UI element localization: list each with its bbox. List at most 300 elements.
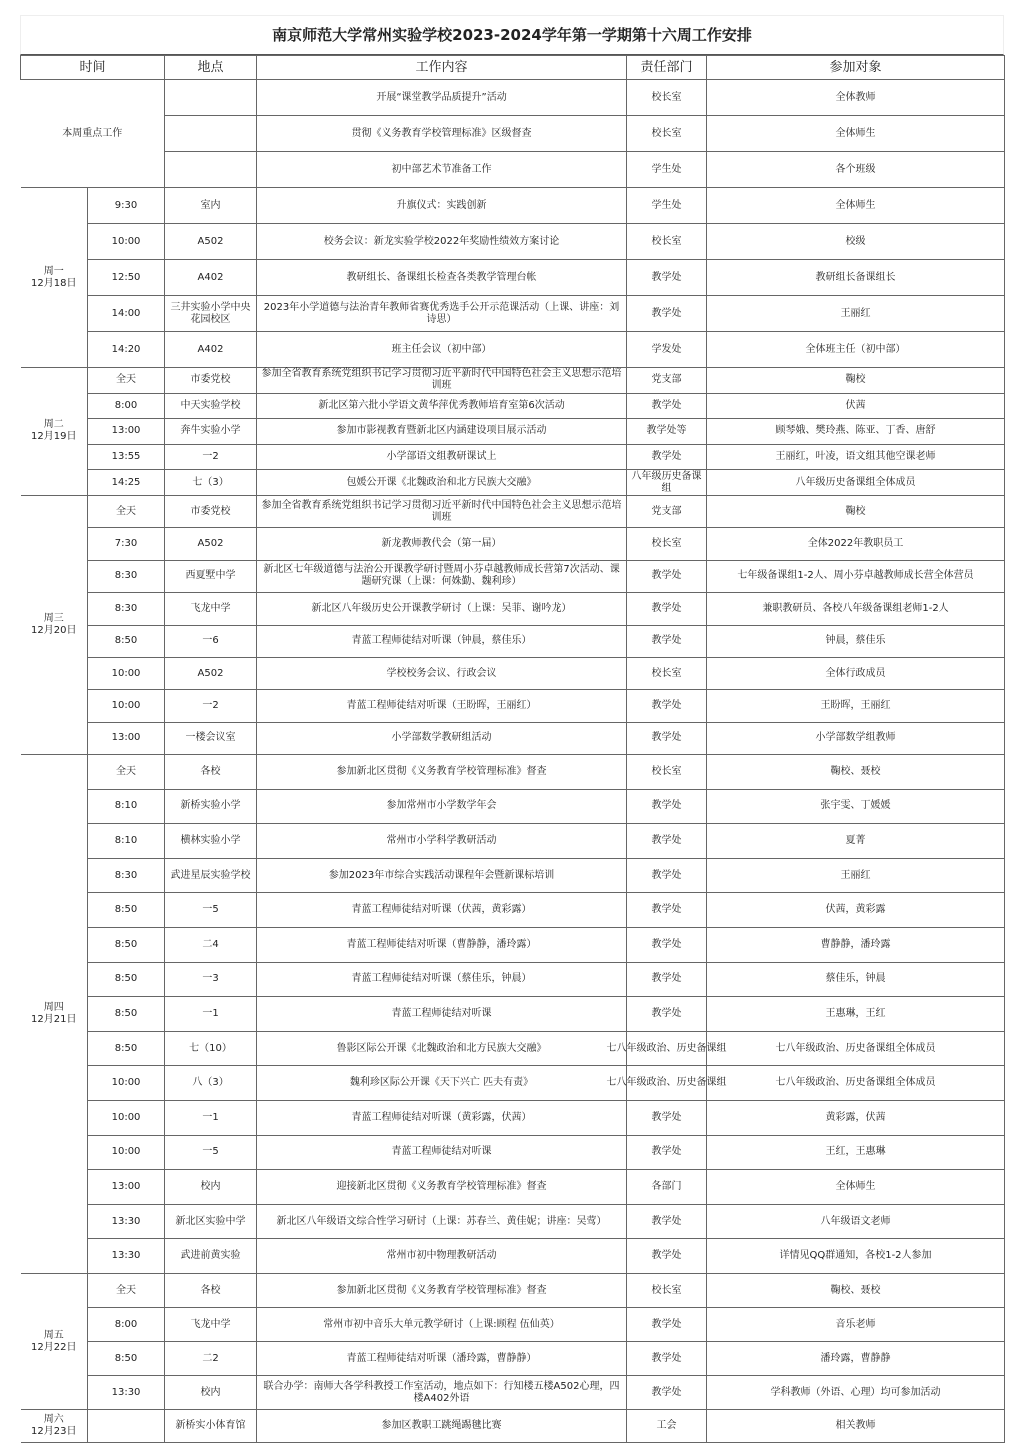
- cell-attendees: [707, 1410, 1005, 1443]
- day-name: 周四: [43, 1002, 64, 1014]
- cell-place-text: 一1: [202, 1111, 219, 1123]
- cell-time: [88, 188, 165, 224]
- cell-time: [88, 260, 165, 296]
- cell-content: [257, 997, 627, 1032]
- cell-dept-text: 教学处: [651, 635, 682, 647]
- cell-content: [257, 332, 627, 368]
- cell-time: [88, 997, 165, 1032]
- cell-time-text: 8:50: [114, 1042, 138, 1054]
- day-cell: [21, 1410, 88, 1443]
- cell-attendees: [707, 470, 1005, 496]
- cell-time: [88, 1274, 165, 1308]
- cell-time: [88, 296, 165, 332]
- cell-place-text: 新北区实验中学: [175, 1215, 246, 1227]
- schedule-table: [20, 55, 1005, 1443]
- cell-time: [88, 528, 165, 560]
- cell-attendees: [707, 824, 1005, 859]
- cell-dept-text: 党支部: [651, 505, 682, 517]
- cell-content-text: 常州市初中物理教研活动: [386, 1250, 497, 1262]
- cell-attendees-text: 各个班级: [835, 163, 876, 175]
- cell-attendees-text: 学科教师（外语、心理）均可参加活动: [770, 1386, 941, 1398]
- cell-attendees-text: 王丽红: [840, 869, 871, 881]
- cell-content: [257, 1308, 627, 1342]
- cell-dept-text: 教学处: [651, 835, 682, 847]
- cell-time: [88, 962, 165, 997]
- cell-content-text: 魏利珍区际公开课《天下兴亡 匹夫有责》: [349, 1077, 534, 1089]
- cell-attendees: [707, 755, 1005, 790]
- cell-content-text: 青蓝工程师徒结对听课（曹静静，潘玲露）: [346, 938, 537, 950]
- cell-content-text: 鲁影区际公开课《北魏政治和北方民族大交融》: [336, 1042, 547, 1054]
- cell-dept: [627, 858, 707, 893]
- cell-attendees-text: 王丽红，叶凌，语文组其他空课老师: [775, 451, 936, 463]
- cell-content-text: 常州市小学科学教研活动: [386, 835, 497, 847]
- cell-content: [257, 1274, 627, 1308]
- cell-place: [165, 224, 257, 260]
- cell-attendees: [707, 1376, 1005, 1410]
- cell-place: [165, 824, 257, 859]
- cell-dept-text: 教学处: [651, 399, 682, 411]
- cell-place: [165, 1308, 257, 1342]
- cell-content-text: 班主任会议（初中部）: [391, 343, 492, 355]
- cell-attendees-text: 顾琴娥、樊玲燕、陈亚、丁香、唐舒: [775, 425, 936, 437]
- cell-attendees-text: 全体师生: [835, 127, 876, 139]
- cell-content-text: 新北区七年级道德与法治公开课教学研讨暨周小芬卓越教师成长营第7次活动、课题研究课（上课：何姝勤、魏利珍）: [263, 564, 620, 588]
- cell-time-text: 14:20: [111, 343, 141, 355]
- cell-place: [165, 1204, 257, 1239]
- table-row: [21, 368, 1005, 394]
- cell-dept: [627, 928, 707, 963]
- cell-place-text: 一1: [202, 1008, 219, 1020]
- cell-time-text: 8:50: [114, 973, 138, 985]
- cell-content: [257, 962, 627, 997]
- cell-time: [88, 722, 165, 754]
- cell-content: [257, 1135, 627, 1170]
- cell-content-text: 迎接新北区贯彻《义务教育学校管理标准》督查: [336, 1181, 547, 1193]
- schedule-document: [20, 15, 1004, 1443]
- key-work-label: [21, 80, 165, 188]
- cell-dept-text: 校长室: [651, 127, 682, 139]
- cell-dept-text: 校长室: [651, 538, 682, 550]
- cell-attendees-text: 潘玲露，曹静静: [820, 1352, 891, 1364]
- cell-content-text: 常州市初中音乐大单元教学研讨（上课:顾程 伍仙英）: [323, 1318, 560, 1330]
- cell-place: [165, 470, 257, 496]
- cell-content: [257, 690, 627, 722]
- cell-attendees: [707, 625, 1005, 657]
- cell-content-text: 新龙教师教代会（第一届）: [381, 538, 502, 550]
- cell-dept-text: 教学处: [651, 1111, 682, 1123]
- cell-attendees-text: 蔡佳乐，钟晨: [825, 973, 886, 985]
- cell-time: [88, 928, 165, 963]
- cell-content-text: 校务会议：新龙实验学校2022年奖励性绩效方案讨论: [323, 235, 560, 247]
- cell-dept-text: 教学处: [651, 1215, 682, 1227]
- cell-place: [165, 789, 257, 824]
- cell-time: [88, 332, 165, 368]
- cell-content-text: 参加市影视教育暨新北区内涵建设项目展示活动: [336, 425, 547, 437]
- cell-dept-text: 教学处: [651, 800, 682, 812]
- cell-place-text: 中天实验学校: [180, 399, 241, 411]
- cell-attendees-text: 全体师生: [835, 199, 876, 211]
- cell-time: [88, 1031, 165, 1066]
- table-row: [21, 260, 1005, 296]
- cell-attendees: [707, 152, 1005, 188]
- cell-time-text: 全天: [116, 505, 136, 517]
- cell-time: [88, 1170, 165, 1205]
- cell-content: [257, 755, 627, 790]
- cell-time-text: 13:30: [111, 1250, 141, 1262]
- cell-attendees-text: 全体教师: [835, 91, 876, 103]
- cell-content: [257, 928, 627, 963]
- cell-time: [88, 858, 165, 893]
- day-name: 周六: [43, 1414, 64, 1425]
- header-attendees: 参加对象: [707, 56, 1005, 80]
- day-cell: [21, 368, 88, 496]
- cell-attendees: [707, 1170, 1005, 1205]
- table-row: [21, 1274, 1005, 1308]
- cell-time-text: 13:00: [111, 732, 141, 744]
- day-cell: [21, 188, 88, 368]
- cell-content: [257, 188, 627, 224]
- cell-attendees: [707, 528, 1005, 560]
- cell-content: [257, 1410, 627, 1443]
- cell-attendees: [707, 1308, 1005, 1342]
- cell-attendees-text: 全体行政成员: [825, 667, 886, 679]
- cell-attendees-text: 王红，王惠琳: [825, 1146, 886, 1158]
- table-row: [21, 188, 1005, 224]
- cell-place-text: A402: [197, 343, 224, 355]
- table-row: [21, 296, 1005, 332]
- day-date: 12月23日: [31, 1426, 77, 1437]
- cell-content: [257, 368, 627, 394]
- cell-time-text: 14:25: [111, 476, 141, 488]
- cell-dept: [627, 1410, 707, 1443]
- cell-place-text: 校内: [200, 1181, 221, 1193]
- cell-time: [88, 690, 165, 722]
- cell-place-text: 三井实验小学中央花园校区: [170, 301, 251, 325]
- cell-place-text: 西夏墅中学: [185, 570, 236, 582]
- cell-attendees: [707, 1342, 1005, 1376]
- cell-place: [165, 593, 257, 625]
- cell-time: [88, 1342, 165, 1376]
- cell-dept: [627, 224, 707, 260]
- cell-place: [165, 495, 257, 527]
- cell-content-text: 青蓝工程师徒结对听课（潘玲露，曹静静）: [346, 1352, 537, 1364]
- cell-content: [257, 1376, 627, 1410]
- cell-attendees-text: 曹静静，潘玲露: [820, 938, 891, 950]
- cell-dept: [627, 188, 707, 224]
- cell-time-text: 10:00: [111, 700, 141, 711]
- cell-time-text: 14:00: [111, 307, 141, 319]
- cell-attendees-text: 八年级语文老师: [820, 1215, 891, 1227]
- cell-place: [165, 1376, 257, 1410]
- cell-content-text: 新北区第六批小学语文黄华萍优秀教师培育室第6次活动: [318, 399, 565, 411]
- cell-place: [165, 625, 257, 657]
- cell-content-text: 开展“课堂教学品质提升”活动: [376, 91, 507, 103]
- table-row: [21, 858, 1005, 893]
- cell-attendees: [707, 560, 1005, 592]
- cell-content: [257, 260, 627, 296]
- cell-time-text: 8:50: [114, 1008, 138, 1020]
- cell-content-text: 新北区八年级历史公开课教学研讨（上课：吴菲、谢吟龙）: [311, 602, 572, 614]
- cell-attendees-text: 兼职教研员、各校八年级备课组老师1-2人: [762, 602, 949, 614]
- cell-time-text: 10:00: [111, 1146, 141, 1158]
- cell-place-text: 一5: [202, 904, 219, 916]
- cell-place: [165, 1031, 257, 1066]
- cell-content: [257, 789, 627, 824]
- cell-content: [257, 593, 627, 625]
- cell-attendees-text: 伏茜，黄彩露: [825, 904, 886, 916]
- cell-dept: [627, 419, 707, 445]
- key-work-row: [21, 152, 1005, 188]
- table-row: [21, 722, 1005, 754]
- cell-content: [257, 296, 627, 332]
- cell-content-text: 初中部艺术节准备工作: [391, 163, 492, 175]
- cell-dept: [627, 690, 707, 722]
- cell-time: [88, 419, 165, 445]
- cell-place-text: 八（3）: [192, 1077, 229, 1089]
- table-row: [21, 470, 1005, 496]
- cell-content-text: 升旗仪式：实践创新: [396, 199, 487, 211]
- cell-content: [257, 224, 627, 260]
- table-row: [21, 419, 1005, 445]
- cell-place: [165, 1101, 257, 1136]
- cell-dept-text: 教学处: [651, 869, 682, 881]
- cell-time: [88, 368, 165, 394]
- cell-place-text: 市委党校: [190, 374, 231, 386]
- cell-attendees: [707, 997, 1005, 1032]
- cell-content-text: 参加常州市小学数学年会: [386, 800, 497, 812]
- cell-content-text: 青蓝工程师徒结对听课（钟晨，蔡佳乐）: [351, 635, 532, 647]
- table-row: [21, 444, 1005, 470]
- cell-dept: [627, 1342, 707, 1376]
- cell-dept-text: 教学处等: [646, 425, 687, 437]
- table-row: [21, 560, 1005, 592]
- cell-attendees: [707, 1274, 1005, 1308]
- cell-place: [165, 393, 257, 419]
- cell-dept-text: 教学处: [651, 1250, 682, 1262]
- cell-place-text: 二4: [202, 938, 219, 950]
- cell-dept: [627, 789, 707, 824]
- cell-dept-text: 教学处: [651, 1008, 682, 1020]
- cell-place: [165, 997, 257, 1032]
- cell-time: [88, 657, 165, 689]
- cell-place: [165, 690, 257, 722]
- cell-attendees: [707, 962, 1005, 997]
- cell-dept-text: 教学处: [651, 938, 682, 950]
- day-date: 12月18日: [31, 277, 77, 289]
- table-row: [21, 1342, 1005, 1376]
- cell-content-text: 新北区八年级语文综合性学习研讨（上课：苏春兰、黄佳妮；讲座：吴莺）: [276, 1215, 607, 1227]
- cell-dept-text: 校长室: [651, 1284, 682, 1296]
- day-date: 12月21日: [31, 1014, 77, 1026]
- cell-dept-text: 教学处: [651, 973, 682, 985]
- cell-content-text: 参加2023年市综合实践活动课程年会暨新课标培训: [328, 869, 555, 881]
- cell-time: [88, 593, 165, 625]
- cell-place-text: 二2: [202, 1352, 219, 1364]
- cell-time-text: 8:50: [114, 904, 138, 916]
- cell-dept-text: 校长室: [651, 765, 682, 777]
- cell-attendees-text: 七年级备课组1-2人、周小芬卓越教师成长营全体营员: [737, 570, 974, 582]
- cell-content: [257, 893, 627, 928]
- cell-place-text: 武进前黄实验: [180, 1250, 241, 1262]
- cell-attendees-text: 全体师生: [835, 1181, 876, 1193]
- cell-dept: [627, 1308, 707, 1342]
- day-cell: [21, 495, 88, 754]
- key-work-label-text: 本周重点工作: [62, 127, 123, 139]
- cell-content: [257, 1170, 627, 1205]
- cell-content: [257, 80, 627, 116]
- cell-place-text: 市委党校: [190, 505, 231, 517]
- cell-time-text: 8:30: [114, 869, 138, 881]
- cell-dept: [627, 152, 707, 188]
- cell-place-text: 飞龙中学: [190, 1318, 231, 1330]
- cell-dept: [627, 657, 707, 689]
- cell-content: [257, 495, 627, 527]
- cell-time: [88, 1066, 165, 1101]
- header-place: 地点: [165, 56, 257, 80]
- cell-time: [88, 755, 165, 790]
- cell-attendees-text: 夏菁: [845, 835, 866, 847]
- cell-dept: [627, 893, 707, 928]
- cell-attendees: [707, 260, 1005, 296]
- table-row: [21, 657, 1005, 689]
- cell-time: [88, 560, 165, 592]
- cell-attendees-text: 鞠校、聂校: [830, 765, 881, 777]
- cell-dept-text: 八年级历史备课组: [631, 470, 702, 494]
- cell-attendees: [707, 657, 1005, 689]
- day-date: 12月20日: [31, 625, 77, 637]
- cell-place-text: 一2: [202, 451, 219, 463]
- cell-content: [257, 1031, 627, 1066]
- cell-time-text: 7:30: [114, 538, 138, 550]
- cell-dept: [627, 1101, 707, 1136]
- cell-content: [257, 419, 627, 445]
- cell-place-text: A502: [197, 667, 224, 679]
- cell-content-text: 小学部语文组教研课试上: [386, 451, 497, 463]
- cell-time: [88, 1410, 165, 1443]
- cell-time: [88, 444, 165, 470]
- cell-place: [165, 858, 257, 893]
- cell-dept: [627, 332, 707, 368]
- cell-attendees: [707, 1101, 1005, 1136]
- cell-time-text: 8:50: [114, 938, 138, 950]
- cell-dept-text: 校长室: [651, 667, 682, 679]
- table-row: [21, 789, 1005, 824]
- cell-attendees-text: 钟晨，蔡佳乐: [825, 635, 886, 647]
- cell-time: [88, 1308, 165, 1342]
- cell-attendees-text: 校级: [845, 235, 866, 247]
- cell-attendees-text: 七八年级政治、历史备课组全体成员: [775, 1077, 936, 1089]
- cell-place: [165, 444, 257, 470]
- cell-place-text: 七（10）: [189, 1042, 232, 1054]
- cell-attendees: [707, 495, 1005, 527]
- cell-time-text: 8:30: [114, 570, 138, 582]
- cell-attendees: [707, 1239, 1005, 1274]
- cell-dept-text: 党支部: [651, 374, 682, 386]
- cell-place-text: 七（3）: [192, 476, 229, 488]
- cell-content-text: 参加全省教育系统党组织书记学习贯彻习近平新时代中国特色社会主义思想示范培训班: [261, 499, 622, 523]
- cell-content-text: 青蓝工程师徒结对听课（伏茜，黄彩露）: [351, 904, 532, 916]
- cell-dept-text: 七八年级政治、历史备课组: [606, 1042, 727, 1054]
- cell-place: [165, 1410, 257, 1443]
- cell-place: [165, 528, 257, 560]
- cell-dept: [627, 470, 707, 496]
- cell-dept: [627, 1135, 707, 1170]
- cell-place-text: 室内: [200, 199, 221, 211]
- cell-place-text: 奔牛实验小学: [180, 425, 241, 437]
- cell-attendees: [707, 1204, 1005, 1239]
- cell-content: [257, 1101, 627, 1136]
- cell-place: [165, 188, 257, 224]
- day-name: 周三: [43, 613, 64, 625]
- cell-place: [165, 1066, 257, 1101]
- cell-dept-text: 教学处: [651, 1146, 682, 1158]
- cell-content: [257, 625, 627, 657]
- table-row: [21, 224, 1005, 260]
- cell-content: [257, 470, 627, 496]
- cell-dept-text: 教学处: [651, 700, 682, 711]
- key-work-row: [21, 80, 1005, 116]
- key-work-row: [21, 116, 1005, 152]
- cell-dept-text: 各部门: [651, 1181, 682, 1193]
- cell-time-text: 8:00: [114, 399, 138, 411]
- cell-place: [165, 962, 257, 997]
- header-row: [21, 56, 1005, 80]
- cell-time-text: 8:30: [114, 602, 138, 614]
- cell-content-text: 小学部数学教研组活动: [391, 732, 492, 744]
- cell-time-text: 13:00: [111, 1181, 141, 1193]
- cell-place: [165, 116, 257, 152]
- cell-time-text: 8:00: [114, 1318, 138, 1330]
- cell-dept-text: 教学处: [651, 1386, 682, 1398]
- cell-dept-text: 校长室: [651, 91, 682, 103]
- cell-place-text: 校内: [200, 1386, 221, 1398]
- cell-content-text: 学校校务会议、行政会议: [386, 667, 497, 679]
- cell-dept: [606, 1066, 727, 1101]
- header-time: 时间: [21, 56, 165, 80]
- cell-content-text: 青蓝工程师徒结对听课（黄彩露，伏茜）: [351, 1111, 532, 1123]
- cell-content-text: 青蓝工程师徒结对听课（蔡佳乐，钟晨）: [351, 973, 532, 985]
- cell-place: [165, 296, 257, 332]
- cell-dept: [627, 1170, 707, 1205]
- cell-time: [88, 393, 165, 419]
- cell-dept: [627, 528, 707, 560]
- cell-place: [165, 893, 257, 928]
- cell-attendees: [707, 928, 1005, 963]
- day-cell: [21, 755, 88, 1274]
- cell-place-text: 一5: [202, 1146, 219, 1158]
- table-row: [21, 824, 1005, 859]
- cell-attendees: [707, 444, 1005, 470]
- cell-time: [88, 893, 165, 928]
- cell-place-text: 新桥实小体育馆: [175, 1420, 246, 1431]
- cell-content-text: 联合办学：南师大各学科教授工作室活动，地点如下：行知楼五楼A502心理，四楼A402外语: [263, 1380, 620, 1404]
- table-row: [21, 495, 1005, 527]
- cell-time: [88, 625, 165, 657]
- cell-time: [88, 1101, 165, 1136]
- cell-place-text: 新桥实验小学: [180, 800, 241, 812]
- cell-attendees-text: 八年级历史备课组全体成员: [795, 476, 916, 488]
- cell-content: [257, 1239, 627, 1274]
- cell-dept-text: 校长室: [651, 235, 682, 247]
- cell-dept: [627, 560, 707, 592]
- cell-attendees: [707, 858, 1005, 893]
- cell-place-text: 一楼会议室: [185, 732, 236, 744]
- table-row: [21, 755, 1005, 790]
- cell-attendees-text: 王惠琳，王红: [825, 1008, 886, 1020]
- cell-place: [165, 1342, 257, 1376]
- cell-place: [165, 755, 257, 790]
- cell-attendees: [707, 1031, 1005, 1066]
